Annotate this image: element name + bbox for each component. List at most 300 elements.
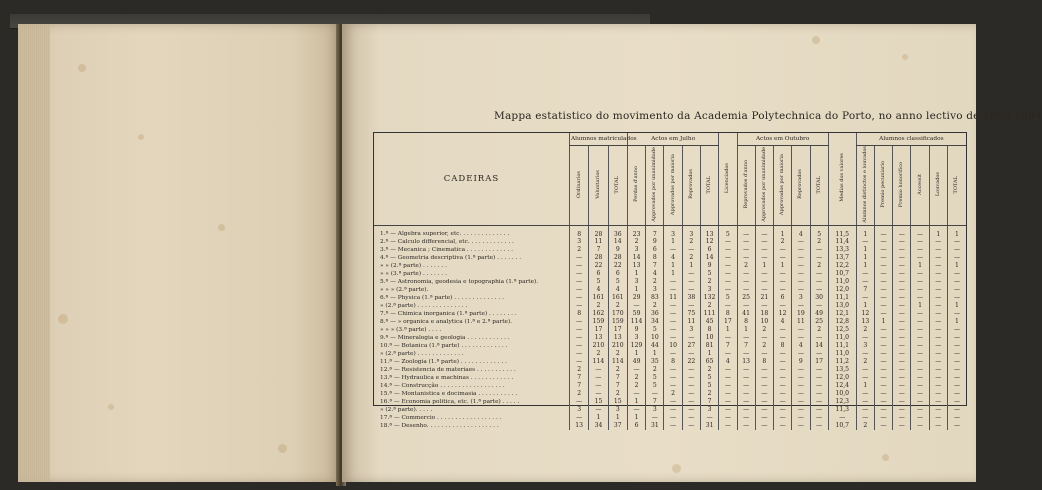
table-cell: —	[792, 334, 810, 342]
table-cell: —	[774, 366, 792, 374]
table-cell: —	[929, 398, 947, 406]
table-cell: —	[737, 382, 755, 390]
table-cell: 3	[608, 406, 627, 414]
table-cell: 11,3	[828, 406, 856, 414]
table-cell: —	[774, 278, 792, 286]
table-cell: —	[874, 326, 892, 334]
table-cell: 9	[700, 262, 718, 270]
table-cell: 1	[664, 262, 682, 270]
table-cell: —	[737, 254, 755, 262]
table-cell: —	[737, 278, 755, 286]
table-cell: 7	[608, 374, 627, 382]
table-cell: —	[589, 382, 608, 390]
table-cell: —	[627, 406, 645, 414]
table-cell: —	[911, 350, 929, 358]
table-cell: 2	[737, 262, 755, 270]
table-cell: 1	[682, 262, 700, 270]
table-cell: 9	[627, 326, 645, 334]
table-cell: 161	[589, 294, 608, 302]
table-cell: —	[947, 382, 966, 390]
table-cell: 19	[792, 310, 810, 318]
table-cell: 159	[608, 318, 627, 326]
table-cell: —	[893, 390, 911, 398]
table-cell: 1	[755, 262, 773, 270]
table-cell: 12,0	[828, 374, 856, 382]
table-cell: 2	[755, 342, 773, 350]
table-cell: 38	[682, 294, 700, 302]
table-cell: —	[893, 278, 911, 286]
table-cell: —	[569, 278, 588, 286]
table-cell: —	[911, 225, 929, 238]
table-cell: —	[719, 302, 737, 310]
table-cell: 7	[646, 225, 664, 238]
table-cell: —	[947, 286, 966, 294]
table-cell: —	[893, 254, 911, 262]
table-cell: 13	[569, 422, 588, 430]
table-cell: —	[737, 398, 755, 406]
table-cell: —	[929, 422, 947, 430]
table-cell: 13,5	[828, 366, 856, 374]
table-cell: —	[569, 326, 588, 334]
table-cell: —	[947, 294, 966, 302]
subject-name: » » (3.ª parte) . . . . . . .	[380, 270, 447, 277]
table-cell: 3	[646, 286, 664, 294]
subheader: Ordinarios	[569, 146, 588, 226]
table-row	[374, 270, 966, 278]
table-cell: —	[737, 366, 755, 374]
table-cell: —	[874, 350, 892, 358]
table-cell: 12	[700, 238, 718, 246]
table-cell: —	[774, 334, 792, 342]
open-book	[8, 14, 1042, 484]
table-cell: —	[792, 382, 810, 390]
table-cell: —	[719, 390, 737, 398]
table-cell: —	[755, 350, 773, 358]
table-cell: —	[893, 302, 911, 310]
table-cell: 8	[700, 326, 718, 334]
table-cell: —	[947, 350, 966, 358]
table-cell: —	[755, 225, 773, 238]
table-cell: —	[682, 422, 700, 430]
header-medias: Medias dos valores	[828, 133, 856, 225]
table-cell: 129	[627, 342, 645, 350]
table-cell: 6	[774, 294, 792, 302]
subject-name: 18.ª — Desenho. . . . . . . . . . . . . . . . . . . .	[380, 422, 499, 429]
table-cell: 8	[755, 358, 773, 366]
table-cell: —	[774, 246, 792, 254]
table-cell: 25	[810, 318, 828, 326]
table-row	[374, 246, 966, 254]
table-body	[374, 225, 966, 430]
table-cell: —	[893, 286, 911, 294]
table-cell: —	[856, 374, 874, 382]
table-cell: —	[664, 366, 682, 374]
table-cell: 2	[646, 366, 664, 374]
table-cell: 2	[682, 238, 700, 246]
table-cell: 3	[856, 342, 874, 350]
table-cell: —	[929, 246, 947, 254]
table-cell: 11,0	[828, 334, 856, 342]
table-cell: 35	[646, 358, 664, 366]
table-cell: —	[792, 390, 810, 398]
subject-name: » (2.ª parte) . . . . . . . . . . . . .	[380, 350, 464, 357]
table-row	[374, 382, 966, 390]
subheader: Voluntarios	[589, 146, 608, 226]
table-cell: —	[947, 398, 966, 406]
table-cell: —	[774, 326, 792, 334]
table-cell: 2	[569, 366, 588, 374]
table-cell: 3	[700, 406, 718, 414]
table-cell: —	[893, 414, 911, 422]
table-cell: —	[810, 286, 828, 294]
table-cell: 14	[627, 254, 645, 262]
table-cell: —	[664, 318, 682, 326]
table-cell: —	[569, 350, 588, 358]
table-cell: —	[569, 270, 588, 278]
table-cell: 8	[774, 342, 792, 350]
table-cell: —	[774, 382, 792, 390]
table-cell: —	[929, 374, 947, 382]
table-cell: 18	[755, 310, 773, 318]
table-cell: —	[810, 422, 828, 430]
table-cell: 2	[664, 390, 682, 398]
table-cell: —	[719, 350, 737, 358]
table-cell: —	[682, 390, 700, 398]
table-cell: —	[911, 278, 929, 286]
table-cell: —	[664, 310, 682, 318]
table-cell: —	[774, 374, 792, 382]
table-cell: 4	[646, 270, 664, 278]
table-cell: 36	[646, 310, 664, 318]
table-cell: —	[569, 334, 588, 342]
table-cell: —	[856, 270, 874, 278]
table-cell: 7	[719, 342, 737, 350]
table-cell: —	[874, 406, 892, 414]
table-cell: —	[755, 414, 773, 422]
table-cell: 13	[589, 334, 608, 342]
table-row	[374, 398, 966, 406]
table-cell: 114	[627, 318, 645, 326]
table-cell: 3	[627, 334, 645, 342]
subject-name: 14.ª — Construcção . . . . . . . . . . . . . . . . . .	[380, 382, 505, 389]
table-cell: —	[911, 254, 929, 262]
table-cell: —	[893, 382, 911, 390]
table-cell: 14	[810, 342, 828, 350]
subject-name: 3.ª — Mecanica ; Cinematica . . . . . . . . . . . . .	[380, 246, 513, 253]
page-title: Mappa estatistico do movimento da Academia Polytechnica do Porto, no anno lectivo de 1893-1894	[494, 110, 1042, 122]
table-cell: —	[737, 350, 755, 358]
table-cell: —	[774, 302, 792, 310]
table-cell: —	[755, 374, 773, 382]
table-cell: 3	[569, 238, 588, 246]
table-cell: 21	[755, 294, 773, 302]
table-cell: —	[664, 302, 682, 310]
table-cell: 11	[682, 318, 700, 326]
table-cell: —	[792, 286, 810, 294]
table-cell: —	[755, 406, 773, 414]
table-cell: 7	[589, 246, 608, 254]
table-row	[374, 406, 966, 414]
left-page-blank	[18, 24, 340, 482]
table-cell: 8	[664, 358, 682, 366]
table-cell: —	[719, 398, 737, 406]
table-cell: —	[719, 254, 737, 262]
table-cell: —	[627, 366, 645, 374]
table-cell: —	[719, 414, 737, 422]
table-cell: 1	[664, 238, 682, 246]
table-cell: —	[755, 246, 773, 254]
table-cell: —	[856, 350, 874, 358]
table-cell: —	[719, 262, 737, 270]
table-cell: 1	[627, 270, 645, 278]
table-row	[374, 302, 966, 310]
table-cell: 2	[810, 238, 828, 246]
table-cell: 12	[774, 310, 792, 318]
table-cell: —	[589, 406, 608, 414]
table-cell: 1	[664, 270, 682, 278]
table-cell: —	[719, 286, 737, 294]
table-cell: —	[755, 390, 773, 398]
table-cell: —	[682, 334, 700, 342]
table-cell: 170	[608, 310, 627, 318]
table-cell: 14	[700, 254, 718, 262]
table-cell: 5	[646, 374, 664, 382]
table-cell: —	[874, 358, 892, 366]
table-cell: —	[874, 238, 892, 246]
table-cell: —	[589, 366, 608, 374]
table-cell: —	[929, 302, 947, 310]
table-cell: —	[682, 382, 700, 390]
table-cell: —	[664, 422, 682, 430]
table-cell: —	[682, 414, 700, 422]
table-cell: —	[737, 334, 755, 342]
table-cell: —	[737, 225, 755, 238]
table-cell: —	[774, 414, 792, 422]
table-cell: 114	[589, 358, 608, 366]
table-cell: 1	[874, 318, 892, 326]
table-cell: —	[664, 406, 682, 414]
table-cell: 34	[646, 318, 664, 326]
table-cell: —	[569, 342, 588, 350]
table-cell: —	[569, 254, 588, 262]
table-cell: —	[947, 270, 966, 278]
table-cell: 2	[700, 302, 718, 310]
table-cell: 5	[719, 294, 737, 302]
table-row	[374, 310, 966, 318]
table-cell: 2	[608, 350, 627, 358]
subheader: TOTAL	[810, 146, 828, 226]
subheader: Approvados por unanimidade	[646, 146, 664, 226]
table-cell: 2	[608, 390, 627, 398]
table-cell: 10	[755, 318, 773, 326]
table-cell: —	[947, 366, 966, 374]
subheader: Approvados por unanimidade	[755, 146, 773, 226]
table-cell: 31	[646, 422, 664, 430]
table-cell: —	[911, 358, 929, 366]
table-cell: —	[737, 270, 755, 278]
table-cell: 3	[700, 286, 718, 294]
table-cell: —	[774, 350, 792, 358]
table-cell: —	[682, 286, 700, 294]
table-cell: —	[682, 406, 700, 414]
table-cell: —	[874, 246, 892, 254]
table-cell: 30	[810, 294, 828, 302]
table-cell: —	[737, 246, 755, 254]
table-cell: —	[682, 398, 700, 406]
table-cell: —	[755, 270, 773, 278]
table-cell: —	[856, 278, 874, 286]
table-cell: 10	[700, 334, 718, 342]
table-cell: 111	[700, 310, 718, 318]
table-row	[374, 334, 966, 342]
table-cell: —	[810, 406, 828, 414]
table-cell: —	[810, 414, 828, 422]
table-cell: 2	[646, 302, 664, 310]
table-cell: —	[911, 398, 929, 406]
table-cell: 27	[682, 342, 700, 350]
table-cell: —	[929, 358, 947, 366]
table-cell: 6	[627, 422, 645, 430]
table-cell: —	[874, 374, 892, 382]
table-cell: 23	[627, 225, 645, 238]
table-cell: —	[874, 422, 892, 430]
table-cell: 14	[608, 238, 627, 246]
table-cell: —	[893, 366, 911, 374]
table-cell: —	[792, 270, 810, 278]
table-cell: 4	[589, 286, 608, 294]
table-cell: —	[947, 254, 966, 262]
header-classificados: Alumnos classificados	[856, 133, 966, 146]
table-cell: —	[792, 302, 810, 310]
table-cell: 2	[627, 374, 645, 382]
table-cell: —	[810, 270, 828, 278]
subject-name: » (2.ª parte) . . . . . . . . . . . . . .	[380, 302, 468, 309]
table-cell: —	[792, 278, 810, 286]
table-cell: —	[893, 318, 911, 326]
table-cell: —	[664, 398, 682, 406]
subheader: TOTAL	[947, 146, 966, 226]
table-cell: —	[737, 238, 755, 246]
table-cell: 12,1	[828, 310, 856, 318]
table-cell: —	[569, 398, 588, 406]
table-cell: —	[911, 318, 929, 326]
table-cell: —	[828, 414, 856, 422]
table-cell: 2	[627, 238, 645, 246]
table-cell: —	[947, 414, 966, 422]
table-cell: —	[929, 310, 947, 318]
table-cell: —	[682, 246, 700, 254]
table-cell: 15	[608, 398, 627, 406]
table-cell: 2	[589, 302, 608, 310]
table-cell: —	[792, 374, 810, 382]
table-cell: —	[682, 278, 700, 286]
table-cell: —	[792, 406, 810, 414]
table-cell: —	[929, 318, 947, 326]
table-cell: 2	[856, 422, 874, 430]
table-cell: —	[810, 374, 828, 382]
table-cell: —	[893, 350, 911, 358]
table-cell: —	[810, 302, 828, 310]
table-cell: —	[929, 390, 947, 398]
table-cell: —	[893, 358, 911, 366]
table-cell: 7	[737, 342, 755, 350]
header-julho: Actos em Julho	[627, 133, 718, 146]
table-cell: —	[719, 246, 737, 254]
table-cell: —	[792, 254, 810, 262]
table-cell: 1	[774, 262, 792, 270]
subject-name: 12.ª — Resistencia de materiaes . . . . . . . . . . .	[380, 366, 516, 373]
table-cell: 3	[627, 246, 645, 254]
table-cell: —	[929, 254, 947, 262]
table-cell: —	[947, 310, 966, 318]
table-cell: —	[893, 342, 911, 350]
table-cell: —	[627, 302, 645, 310]
table-cell: —	[893, 422, 911, 430]
table-cell: —	[874, 398, 892, 406]
table-cell: 1	[929, 225, 947, 238]
table-cell: —	[911, 294, 929, 302]
table-cell: 1	[947, 262, 966, 270]
table-cell: 12,8	[828, 318, 856, 326]
table-cell: —	[569, 414, 588, 422]
table-cell: —	[792, 366, 810, 374]
table-cell: 3	[646, 406, 664, 414]
subject-name: 16.ª — Economia politica, etc. (1.ª parte) . . . . .	[380, 398, 520, 405]
table-cell: —	[856, 406, 874, 414]
table-cell: —	[719, 374, 737, 382]
table-cell: 49	[810, 310, 828, 318]
table-cell: 161	[608, 294, 627, 302]
table-cell: —	[774, 286, 792, 294]
table-cell: 1	[911, 262, 929, 270]
table-cell: —	[774, 422, 792, 430]
table-cell: —	[893, 374, 911, 382]
table-cell: 13	[608, 334, 627, 342]
table-cell: —	[664, 382, 682, 390]
table-cell: —	[627, 390, 645, 398]
table-cell: —	[810, 366, 828, 374]
table-row	[374, 342, 966, 350]
table-cell: —	[893, 225, 911, 238]
table-cell: —	[874, 414, 892, 422]
table-cell: 4	[719, 358, 737, 366]
table-cell: 3	[682, 225, 700, 238]
table-cell: 3	[682, 326, 700, 334]
table-cell: 12,2	[828, 262, 856, 270]
table-cell: 81	[700, 342, 718, 350]
table-cell: —	[893, 262, 911, 270]
table-cell: 2	[856, 358, 874, 366]
table-cell: 5	[646, 382, 664, 390]
subject-name: 7.ª — Chimica inorganica (1.ª parte) . . . . . . . .	[380, 310, 517, 317]
table-cell: —	[874, 270, 892, 278]
table-cell: —	[929, 278, 947, 286]
table-cell: 6	[589, 270, 608, 278]
subheader: TOTAL	[700, 146, 718, 226]
table-cell: —	[792, 246, 810, 254]
table-cell: —	[929, 406, 947, 414]
table-cell: —	[911, 422, 929, 430]
table-cell: 2	[700, 278, 718, 286]
table-cell: —	[911, 286, 929, 294]
table-cell: —	[792, 414, 810, 422]
table-cell: —	[893, 398, 911, 406]
table-cell: —	[682, 374, 700, 382]
table-cell: —	[929, 238, 947, 246]
table-cell: —	[664, 278, 682, 286]
table-cell: —	[893, 310, 911, 318]
table-cell: 210	[589, 342, 608, 350]
